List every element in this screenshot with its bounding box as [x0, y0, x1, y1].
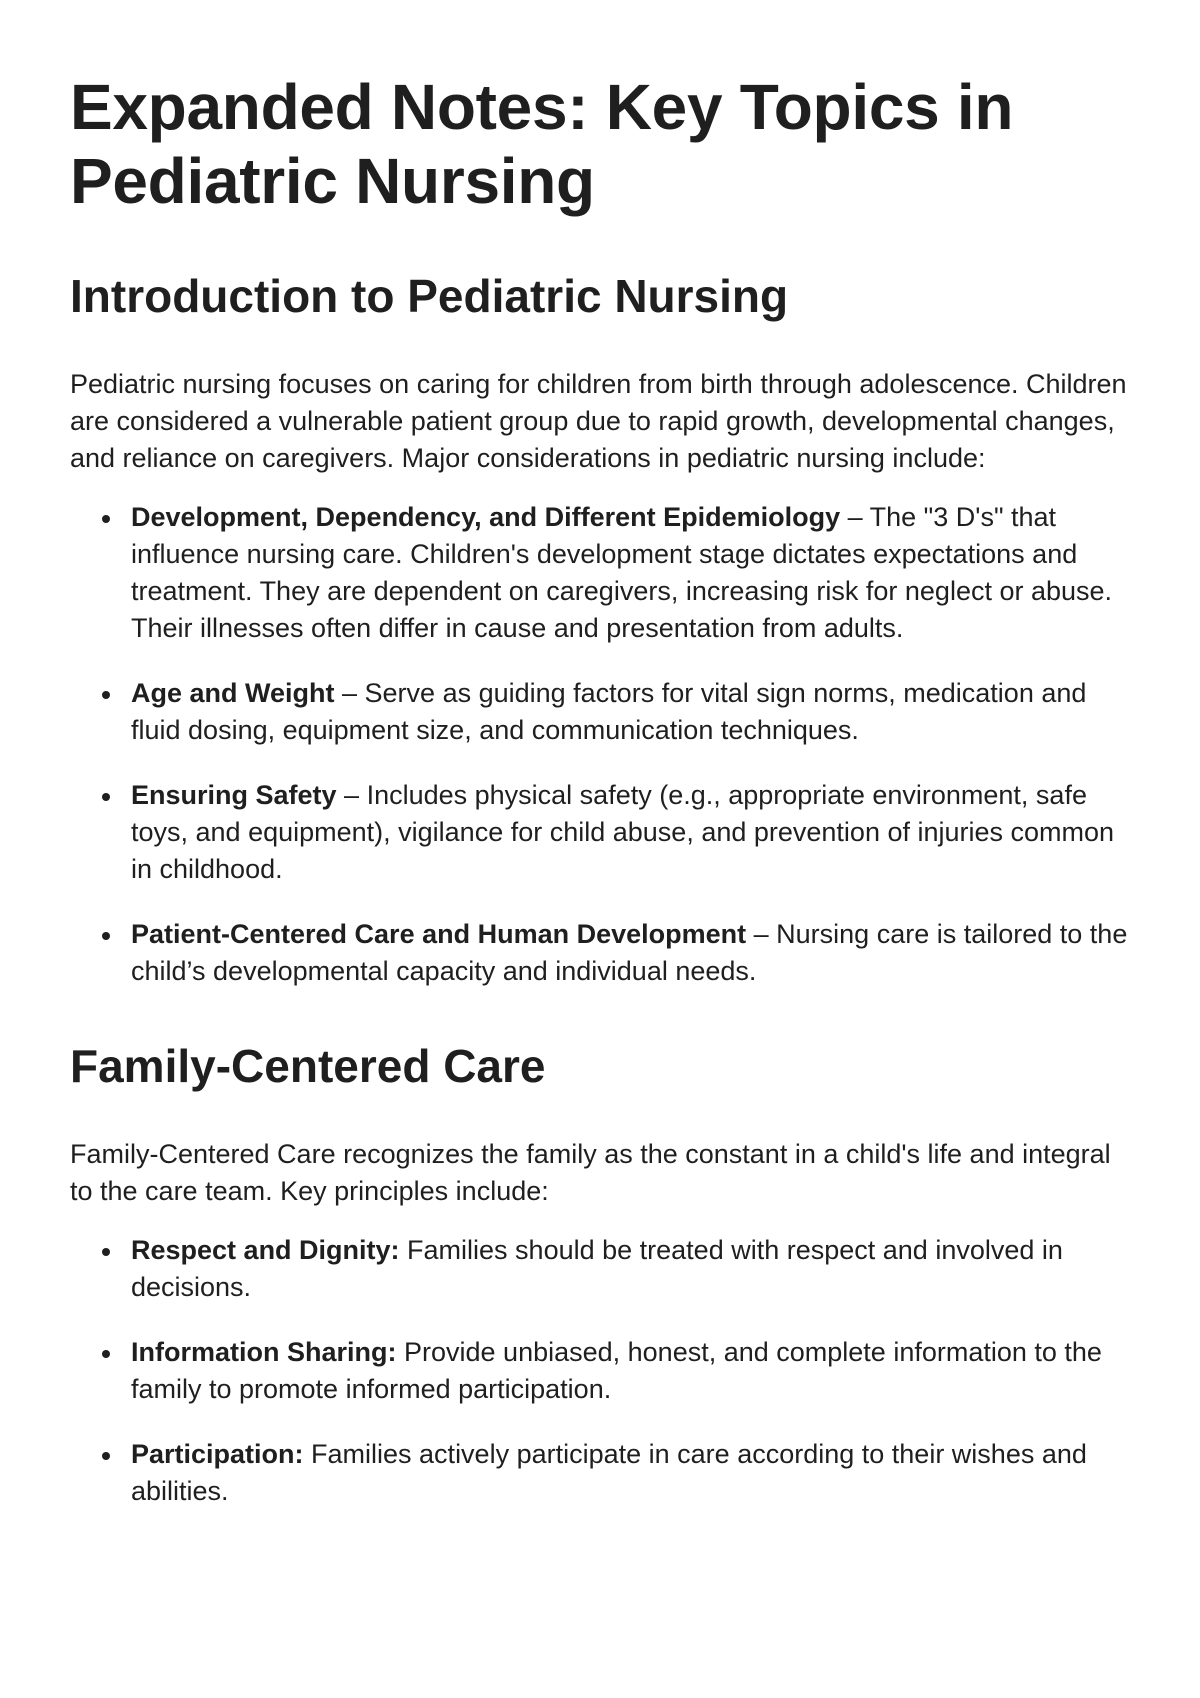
- list-item: [131, 499, 1130, 647]
- section-intro-paragraph: Family-Centered Care recognizes the family as the constant in a child's life and integral to the care team. Key principles include:: [70, 1139, 1111, 1206]
- list-item-text: Provide unbiased, honest, and complete information to the family to promote informed participation.: [131, 1337, 1102, 1404]
- list-item-term: Ensuring Safety: [131, 780, 337, 810]
- list-item-text: Families actively participate in care according to their wishes and abilities.: [131, 1439, 1087, 1506]
- bullet-list: [70, 499, 1130, 990]
- list-item: [131, 1232, 1130, 1306]
- list-item-term: Age and Weight: [131, 678, 335, 708]
- list-item-term: Development, Dependency, and Different Epidemiology: [131, 502, 841, 532]
- section-family-centered-care: [70, 1038, 1130, 1510]
- section-introduction: [70, 268, 1130, 990]
- list-item-term: Patient-Centered Care and Human Development: [131, 919, 747, 949]
- list-item: [131, 1436, 1130, 1510]
- section-heading: Family-Centered Care: [70, 1040, 546, 1092]
- list-item: [131, 916, 1130, 990]
- list-item-text: – Includes physical safety (e.g., appropriate environment, safe toys, and equipment), vigilance for child abuse, and prevention of injuries common in childhood.: [131, 780, 1115, 884]
- list-item-text: – Nursing care is tailored to the child’s developmental capacity and individual needs.: [131, 919, 1128, 986]
- list-item: [131, 675, 1130, 749]
- list-item: [131, 777, 1130, 888]
- list-item-term: Information Sharing:: [131, 1337, 397, 1367]
- section-intro-paragraph: Pediatric nursing focuses on caring for children from birth through adolescence. Children are considered a vulnerable patient group due to rapid growth, developmental changes, and reliance on caregivers. Major considerations in pediatric nursing include:: [70, 369, 1127, 473]
- section-heading: Introduction to Pediatric Nursing: [70, 270, 789, 322]
- list-item-term: Respect and Dignity:: [131, 1235, 400, 1265]
- list-item: [131, 1334, 1130, 1408]
- list-item-text: – Serve as guiding factors for vital sign norms, medication and fluid dosing, equipment size, and communication techniques.: [131, 678, 1087, 745]
- list-item-text: – The "3 D's" that influence nursing care. Children's development stage dictates expectations and treatment. They are dependent on caregivers, increasing risk for neglect or abuse. Their illnesses often differ in cause and presentation from adults.: [131, 502, 1113, 643]
- list-item-term: Participation:: [131, 1439, 304, 1469]
- list-item-text: Families should be treated with respect and involved in decisions.: [131, 1235, 1063, 1302]
- bullet-list: [70, 1232, 1130, 1510]
- page-title: Expanded Notes: Key Topics in Pediatric Nursing: [70, 71, 1014, 217]
